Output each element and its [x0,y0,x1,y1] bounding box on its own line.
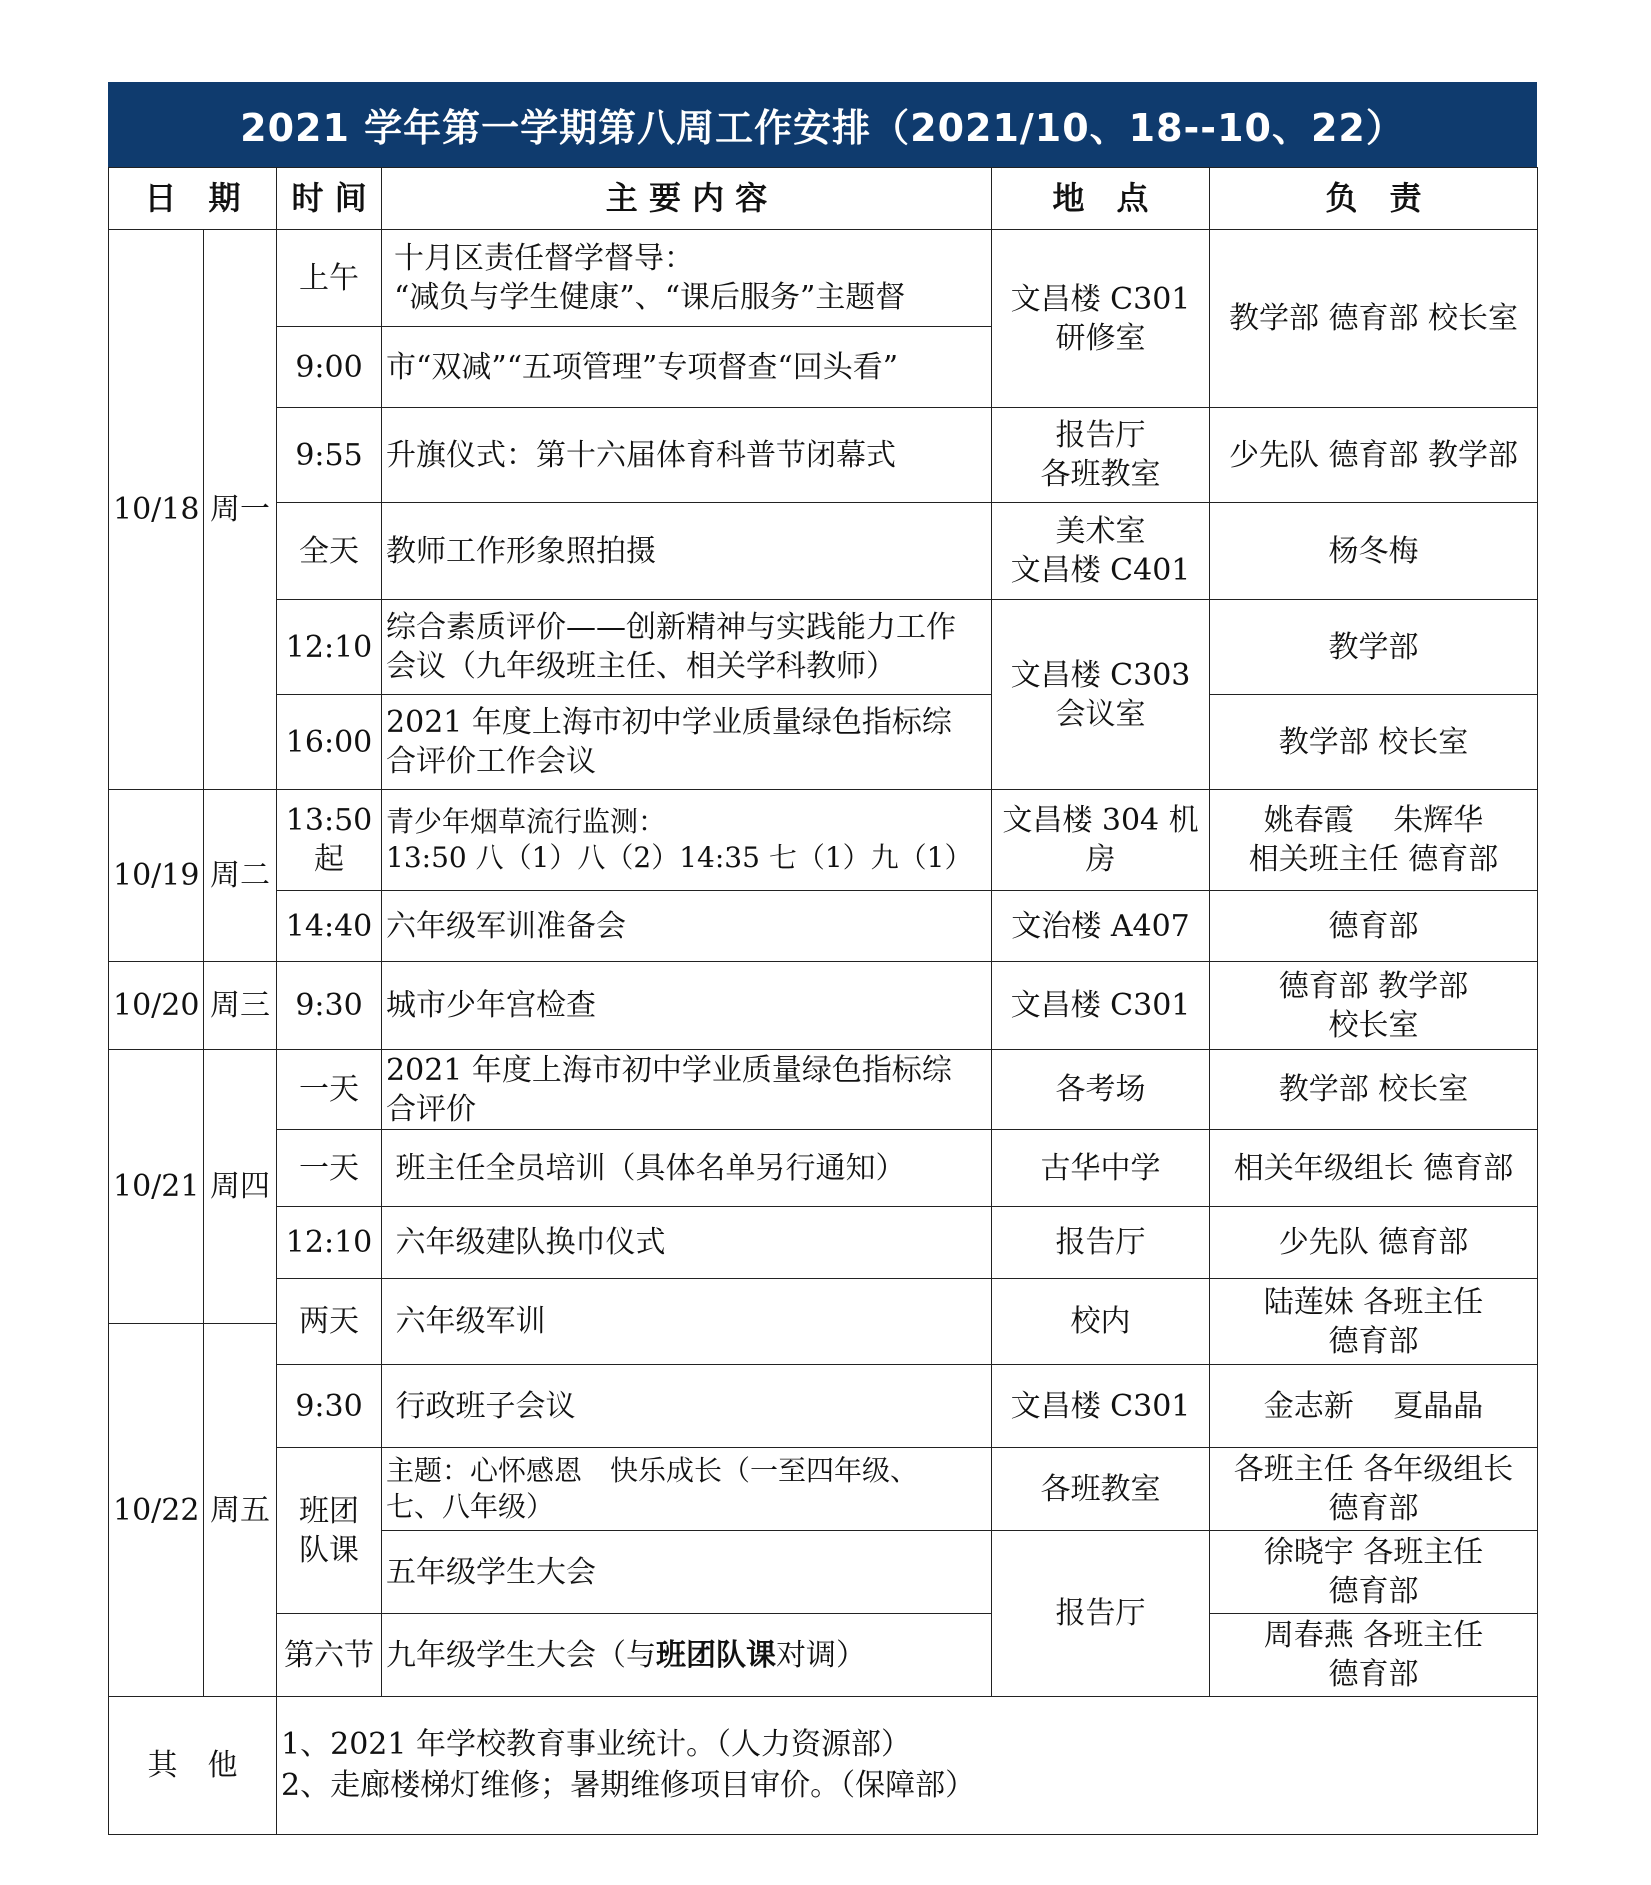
time-cell: 9:00 [277,327,382,408]
place-line: 文昌楼 C301 [1010,281,1191,317]
place-line: 文昌楼 C401 [1010,553,1191,588]
header-owner: 负 责 [1210,168,1538,230]
schedule-table [108,167,1538,1835]
content-line: “减负与学生健康”、“课后服务”主题督 [394,280,906,315]
weekday-cell: 周三 [204,962,277,1050]
header-date: 日 期 [109,168,277,230]
page-title: 2021 学年第一学期第八周工作安排（2021/10、18--10、22） [108,82,1537,167]
table-row [109,962,1538,1050]
content-line: 主题：心怀感恩 快乐成长（一至四年级、 [386,1453,919,1487]
owner-cell: 教学部 校长室 [1210,695,1538,790]
owner-cell: 德育部 [1210,891,1538,962]
content-cell: 班主任全员培训（具体名单另行通知） [382,1130,992,1207]
content-cell: 升旗仪式：第十六届体育科普节闭幕式 [382,408,992,503]
table-row [109,230,1538,327]
content-cell [382,695,992,790]
time-cell: 9:55 [277,408,382,503]
place-cell: 文治楼 A407 [992,891,1210,962]
table-row [109,1614,1538,1697]
owner-cell: 教学部 校长室 [1210,1050,1538,1130]
weekday-cell: 周四 [204,1050,277,1324]
date-cell: 10/19 [109,790,204,962]
weekday-cell: 周二 [204,790,277,962]
time-cell: 两天 [277,1279,382,1365]
table-row [109,695,1538,790]
date-cell: 10/18 [109,230,204,790]
content-text: 九年级学生大会（与 [386,1637,657,1673]
time-cell: 9:30 [277,1365,382,1448]
place-cell [992,230,1210,408]
content-line: 十月区责任督学督导： [394,241,695,276]
place-cell [992,503,1210,600]
time-cell [277,790,382,891]
place-cell: 报告厅 [992,1531,1210,1697]
place-cell: 文昌楼 C301 [992,962,1210,1050]
content-cell: 城市少年宫检查 [382,962,992,1050]
time-cell: 一天 [277,1130,382,1207]
owner-cell: 少先队 德育部 [1210,1207,1538,1279]
owner-cell [1210,790,1538,891]
other-label: 其 他 [109,1697,277,1835]
place-cell [992,600,1210,790]
content-line: 会议（九年级班主任、相关学科教师） [386,649,897,684]
content-bold-text: 班团队课 [656,1637,777,1673]
owner-cell [1210,1448,1538,1531]
table-row [109,1279,1538,1324]
schedule-sheet [108,82,1537,1835]
owner-cell: 杨冬梅 [1210,503,1538,600]
content-cell [382,1448,992,1531]
other-row [109,1697,1538,1835]
content-line: 合评价 [386,1091,477,1127]
owner-cell [1210,1279,1538,1365]
weekday-cell: 周一 [204,230,277,790]
owner-line: 校长室 [1328,1007,1419,1043]
content-line: 七、八年级） [386,1490,555,1523]
time-cell: 全天 [277,503,382,600]
time-cell: 上午 [277,230,382,327]
content-cell: 教师工作形象照拍摄 [382,503,992,600]
place-line: 研修室 [1055,320,1146,356]
content-cell: 六年级建队换巾仪式 [382,1207,992,1279]
time-cell: 12:10 [277,1207,382,1279]
owner-line: 德育部 教学部 [1278,968,1469,1004]
time-cell: 14:40 [277,891,382,962]
place-line: 会议室 [1055,696,1146,732]
note-line: 2、走廊楼梯灯维修；暑期维修项目审价。（保障部） [281,1767,976,1803]
time-cell: 12:10 [277,600,382,695]
owner-line: 姚春霞 朱辉华 [1263,803,1484,838]
owner-line: 德育部 [1328,1323,1419,1359]
owner-line: 陆莲妹 各班主任 [1263,1284,1484,1320]
content-cell [382,1614,992,1697]
table-row [109,1130,1538,1207]
owner-cell [1210,1531,1538,1614]
place-line: 文昌楼 C303 [1010,657,1191,693]
content-cell [382,600,992,695]
header-row [109,168,1538,230]
owner-line: 德育部 [1328,1574,1419,1609]
owner-cell [1210,962,1538,1050]
owner-line: 德育部 [1328,1657,1419,1692]
place-line: 报告厅 [1055,418,1146,453]
other-notes [277,1697,1538,1835]
time-line: 队课 [299,1532,360,1568]
owner-line: 相关班主任 德育部 [1248,842,1499,877]
time-line: 起 [314,842,345,877]
content-cell [382,1050,992,1130]
content-cell: 行政班子会议 [382,1365,992,1448]
owner-cell: 教学部 [1210,600,1538,695]
content-cell [382,790,992,891]
time-cell: 9:30 [277,962,382,1050]
content-cell [382,230,992,327]
weekday-cell: 周五 [204,1324,277,1697]
owner-cell: 教学部 德育部 校长室 [1210,230,1538,408]
content-text: 对调） [776,1637,867,1673]
content-cell: 六年级军训 [382,1279,992,1365]
header-time: 时 间 [277,168,382,230]
owner-line: 徐晓宇 各班主任 [1263,1535,1484,1570]
header-content: 主 要 内 容 [382,168,992,230]
content-cell: 五年级学生大会 [382,1531,992,1614]
content-line: 2021 年度上海市初中学业质量绿色指标综 [386,705,952,740]
content-cell: 六年级军训准备会 [382,891,992,962]
content-line: 2021 年度上海市初中学业质量绿色指标综 [386,1052,952,1088]
content-cell: 市“双减”“五项管理”专项督查“回头看” [382,327,992,408]
owner-line: 各班主任 各年级组长 [1233,1452,1514,1487]
time-cell: 第六节 [277,1614,382,1697]
place-cell [992,408,1210,503]
time-cell: 16:00 [277,695,382,790]
table-row [109,790,1538,891]
time-cell: 一天 [277,1050,382,1130]
table-row [109,1050,1538,1130]
time-cell [277,1448,382,1614]
place-cell: 各班教室 [992,1448,1210,1531]
place-line: 美术室 [1055,514,1146,549]
owner-cell: 少先队 德育部 教学部 [1210,408,1538,503]
header-place: 地 点 [992,168,1210,230]
owner-cell: 相关年级组长 德育部 [1210,1130,1538,1207]
table-row [109,1207,1538,1279]
date-cell: 10/22 [109,1324,204,1697]
table-row [109,600,1538,695]
place-cell: 报告厅 [992,1207,1210,1279]
place-line: 各班教室 [1040,457,1161,492]
content-line: 青少年烟草流行监测： [386,804,667,838]
date-cell: 10/21 [109,1050,204,1324]
content-line: 合评价工作会议 [386,744,597,779]
table-row [109,1365,1538,1448]
time-line: 13:50 [285,803,373,838]
note-line: 1、2021 年学校教育事业统计。（人力资源部） [281,1727,911,1762]
table-row [109,408,1538,503]
table-row [109,1448,1538,1531]
date-cell: 10/20 [109,962,204,1050]
time-line: 班团 [299,1493,360,1529]
place-cell: 文昌楼 C301 [992,1365,1210,1448]
owner-line: 周春燕 各班主任 [1263,1618,1484,1653]
place-cell: 古华中学 [992,1130,1210,1207]
content-line: 综合素质评价——创新精神与实践能力工作 [386,610,957,645]
owner-line: 德育部 [1328,1491,1419,1526]
owner-cell: 金志新 夏晶晶 [1210,1365,1538,1448]
place-cell: 校内 [992,1279,1210,1365]
place-cell: 各考场 [992,1050,1210,1130]
table-row [109,503,1538,600]
owner-cell [1210,1614,1538,1697]
place-cell: 文昌楼 304 机房 [992,790,1210,891]
content-line: 13:50 八（1）八（2）14:35 七（1）九（1） [386,841,973,874]
table-row [109,891,1538,962]
